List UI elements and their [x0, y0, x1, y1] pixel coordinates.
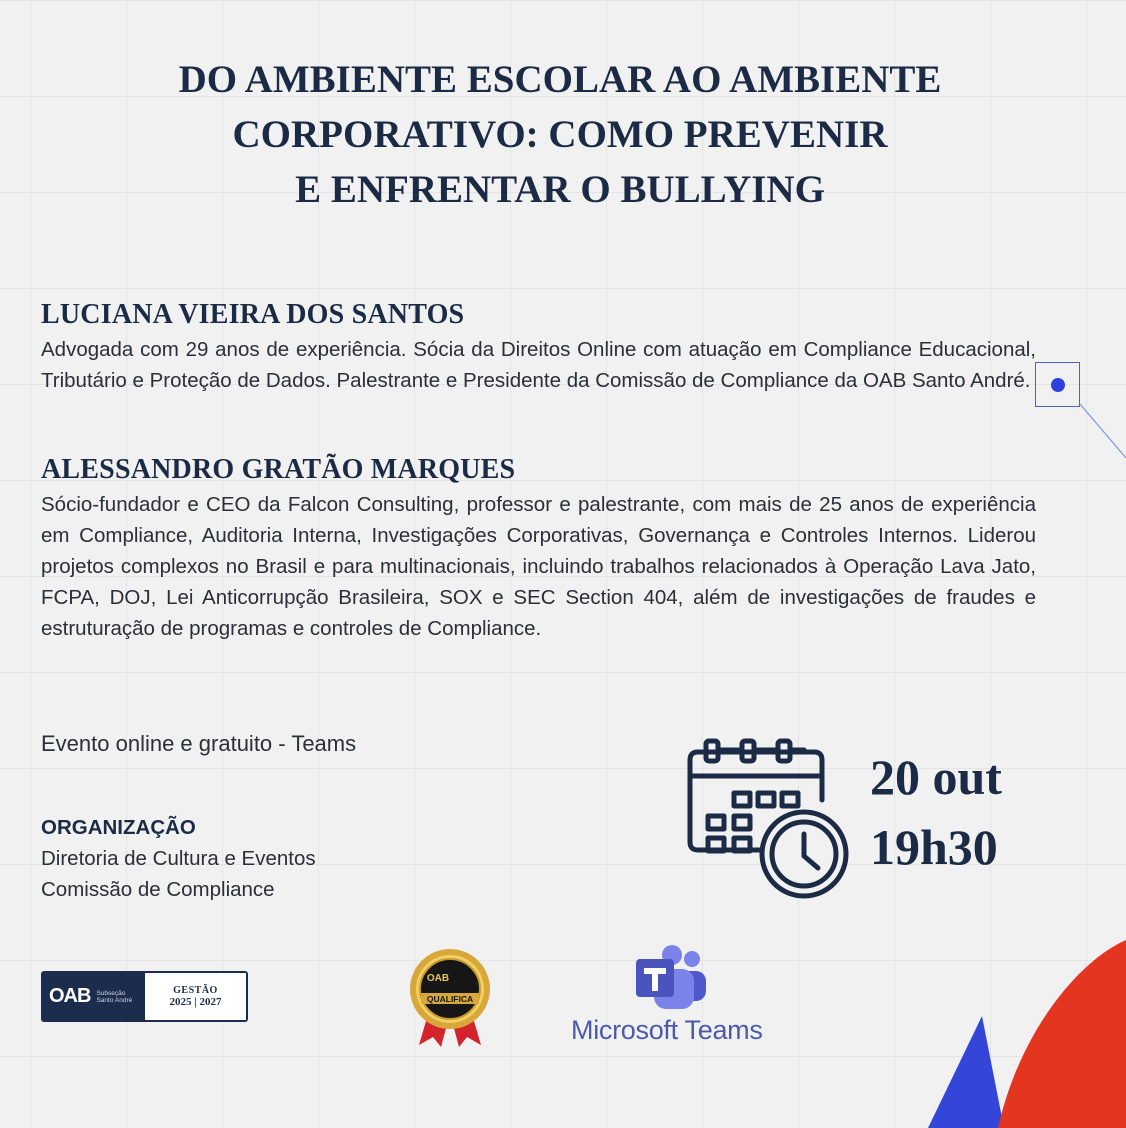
organization-heading: ORGANIZAÇÃO	[41, 816, 196, 839]
corner-decoration	[920, 940, 1126, 1128]
seal-mark: OAB	[426, 973, 450, 984]
oab-logo-left	[41, 971, 145, 1022]
event-title-line: DO AMBIENTE ESCOLAR AO AMBIENTE	[178, 58, 942, 101]
event-title-line: CORPORATIVO: COMO PREVENIR	[232, 113, 888, 156]
speaker-name: ALESSANDRO GRATÃO MARQUES	[41, 454, 516, 485]
oab-subtitle-line: Santo André	[96, 996, 133, 1004]
event-date: 20 out	[870, 749, 1002, 805]
oab-subtitle	[96, 990, 132, 1004]
speaker-bio: Sócio-fundador e CEO da Falcon Consulting, professor e palestrante, com mais de 25 anos de experiência em Compliance, Auditoria Interna, Investigações Corporativas, Governança e Controles Internos. Liderou projetos complexos no Brasil e para multinacionais, incluindo trabalhos relacionados à Operação Lava Jato, FCPA, DOJ, Lei Anticorrupção Brasileira, SOX e SEC Section 404, além de investigações de fraudes e estruturação de programas e controles de Compliance.	[41, 493, 1036, 640]
seal-label: QUALIFICA	[426, 994, 474, 1004]
event-title-line: E ENFRENTAR O BULLYING	[295, 168, 825, 211]
oab-logo	[41, 971, 248, 1022]
speaker-name: LUCIANA VIEIRA DOS SANTOS	[41, 299, 465, 330]
oab-mark: OAB	[49, 985, 91, 1007]
event-type: Evento online e gratuito - Teams	[41, 731, 357, 756]
organization-line: Comissão de Compliance	[41, 878, 275, 901]
decorative-dot	[1051, 378, 1065, 392]
gestao-years: 2025 | 2027	[169, 996, 222, 1008]
event-time: 19h30	[870, 819, 998, 875]
gestao-box	[145, 973, 246, 1020]
teams-label: Microsoft Teams	[571, 1015, 763, 1045]
microsoft-teams-icon	[634, 945, 710, 1011]
speaker-bio: Advogada com 29 anos de experiência. Sócia da Direitos Online com atuação em Compliance Educacional, Tributário e Proteção de Dados. Palestrante e Presidente da Comissão de Compliance da OAB Santo André.	[41, 338, 1036, 392]
decorative-node	[1035, 362, 1080, 407]
calendar-clock-icon	[686, 738, 852, 900]
gold-seal-icon	[405, 947, 495, 1049]
gestao-label: GESTÃO	[173, 985, 218, 996]
oab-subtitle-line: Subseção	[96, 989, 126, 997]
organization-line: Diretoria de Cultura e Eventos	[41, 847, 316, 870]
event-title	[60, 52, 1060, 217]
decorative-line	[1080, 404, 1126, 458]
